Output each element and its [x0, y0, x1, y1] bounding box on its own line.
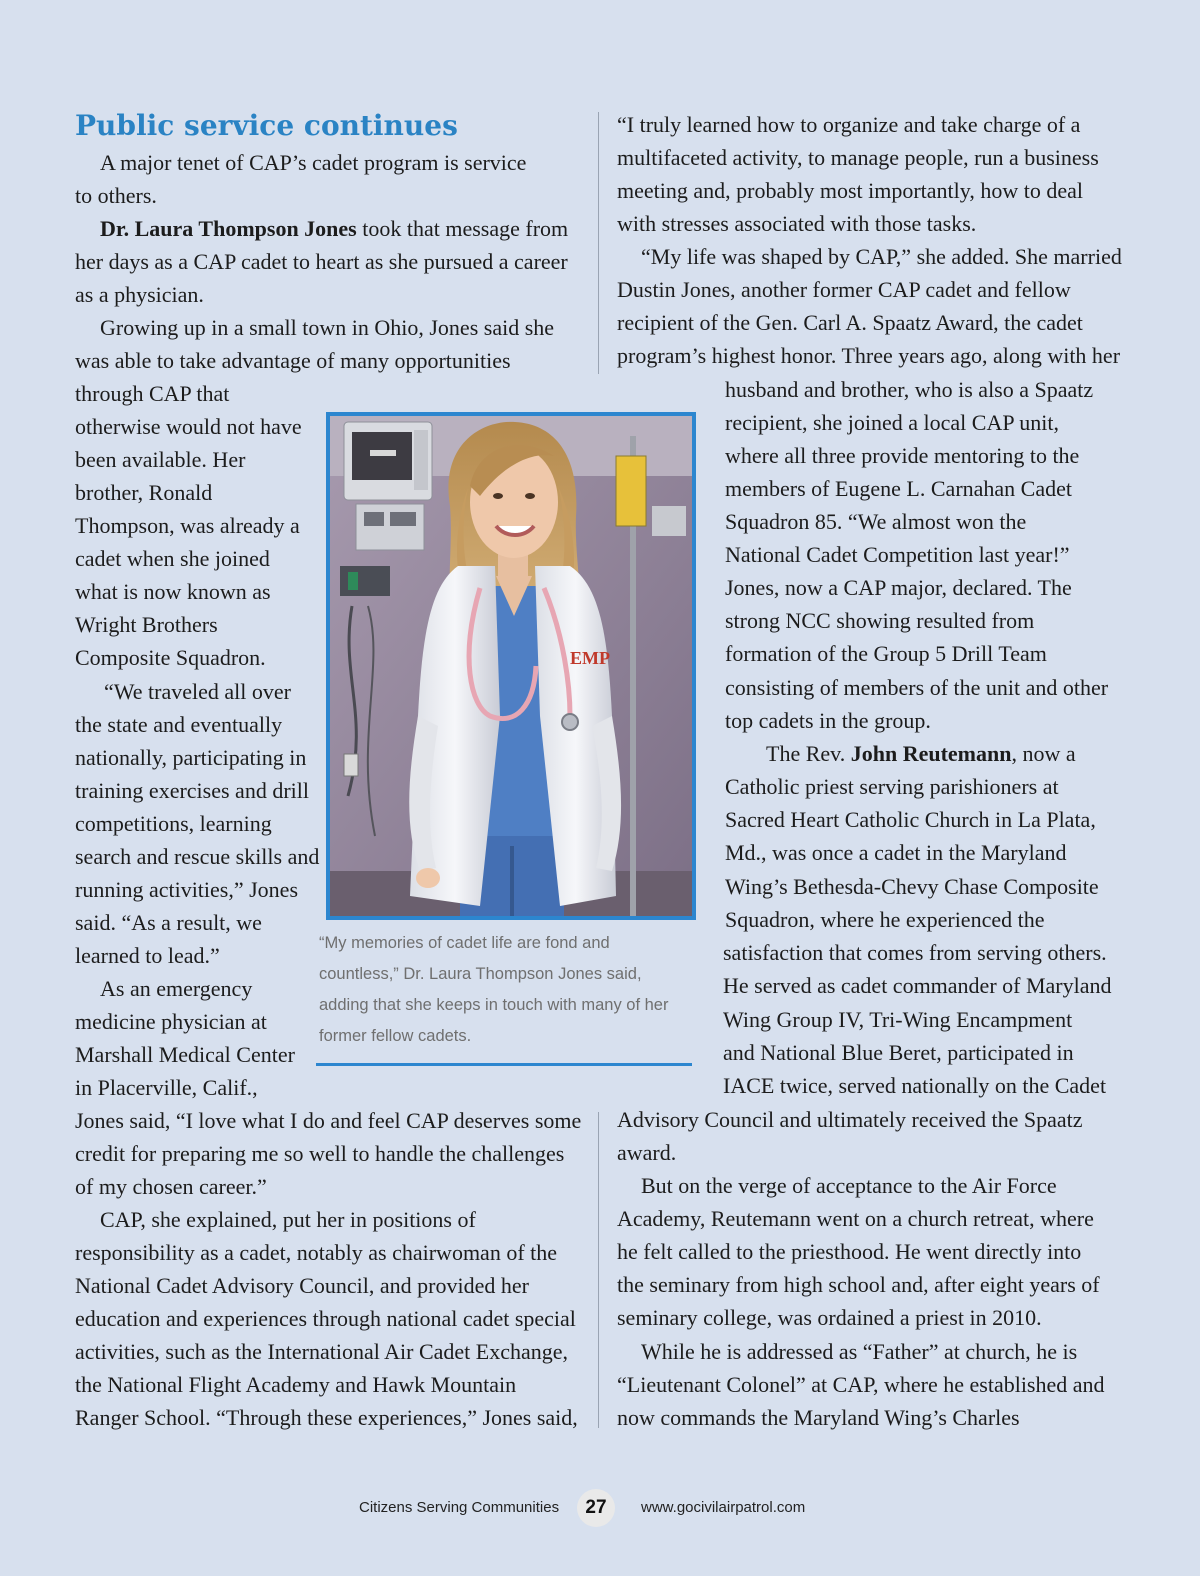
paragraph-line: otherwise would not have [75, 414, 302, 439]
paragraph-line: the seminary from high school and, after eight years of [617, 1272, 1100, 1297]
paragraph-line: award. [617, 1140, 677, 1165]
paragraph-line: responsibility as a cadet, notably as chairwoman of the [75, 1240, 558, 1265]
paragraph-line: National Cadet Competition last year!” [725, 542, 1070, 567]
paragraph-line: now commands the Maryland Wing’s Charles [617, 1405, 1020, 1430]
paragraph-line: training exercises and drill [75, 778, 309, 803]
paragraph-line: program’s highest honor. Three years ago, along with her [617, 343, 1121, 368]
paragraph-line: Growing up in a small town in Ohio, Jones said she [100, 315, 555, 340]
paragraph-line: through CAP that [75, 381, 230, 406]
paragraph-line: recipient, she joined a local CAP unit, [725, 410, 1059, 435]
paragraph-line: the state and eventually [75, 712, 283, 737]
paragraph-line: Wing Group IV, Tri-Wing Encampment [723, 1007, 1073, 1032]
paragraph-line: But on the verge of acceptance to the Air Force [641, 1173, 1057, 1198]
paragraph-line: to others. [75, 183, 157, 208]
paragraph-line: “Lieutenant Colonel” at CAP, where he established and [617, 1372, 1105, 1397]
paragraph-line: CAP, she explained, put her in positions of [100, 1207, 476, 1232]
caption-rule [316, 1063, 692, 1066]
photo-dr-laura-thompson-jones [326, 412, 696, 920]
paragraph-line: credit for preparing me so well to handle the challenges [75, 1141, 565, 1166]
paragraph-line: brother, Ronald [75, 480, 213, 505]
paragraph-line: of my chosen career.” [75, 1174, 267, 1199]
caption-line: adding that she keeps in touch with many of her [319, 996, 669, 1014]
paragraph-line: with stresses associated with those tasks. [617, 211, 977, 236]
paragraph-line: consisting of members of the unit and other [725, 675, 1109, 700]
column-divider-bottom [598, 1112, 599, 1428]
paragraph-line: said. “As a result, we [75, 910, 262, 935]
paragraph-line: top cadets in the group. [725, 708, 931, 733]
paragraph-line: in Placerville, Calif., [75, 1075, 258, 1100]
paragraph-line: competitions, learning [75, 811, 272, 836]
paragraph-line: formation of the Group 5 Drill Team [725, 641, 1047, 666]
paragraph-line: nationally, participating in [75, 745, 307, 770]
paragraph-line: been available. Her [75, 447, 246, 472]
paragraph-line: Composite Squadron. [75, 645, 266, 670]
paragraph-line: Thompson, was already a [75, 513, 300, 538]
paragraph-line: activities, such as the International Air Cadet Exchange, [75, 1339, 569, 1364]
paragraph-line: satisfaction that comes from serving others. [723, 940, 1107, 965]
paragraph-line: Squadron, where he experienced the [725, 907, 1045, 932]
paragraph-line: as a physician. [75, 282, 204, 307]
paragraph-line: “My life was shaped by CAP,” she added. She married [641, 244, 1122, 269]
paragraph-line: what is now known as [75, 579, 271, 604]
coat-badge: EMP [570, 648, 610, 668]
column-divider-top [598, 112, 599, 374]
paragraph-line: search and rescue skills and [75, 844, 320, 869]
power-outlet-icon [344, 754, 358, 776]
paragraph-line: learned to lead.” [75, 943, 220, 968]
paragraph-line: “I truly learned how to organize and take charge of a [617, 112, 1081, 137]
caption-line: former fellow cadets. [319, 1027, 472, 1045]
paragraph-line: Md., was once a cadet in the Maryland [725, 840, 1067, 865]
footer-tagline: Citizens Serving Communities [359, 1499, 560, 1516]
article-heading: Public service continues [75, 109, 458, 142]
paragraph-line: Dustin Jones, another former CAP cadet and fellow [617, 277, 1071, 302]
page-number: 27 [577, 1489, 615, 1527]
paragraph-line: Dr. Laura Thompson Jones took that message from [100, 216, 569, 241]
paragraph-line: recipient of the Gen. Carl A. Spaatz Award, the cadet [617, 310, 1083, 335]
paragraph-line: The Rev. John Reutemann, now a [766, 741, 1076, 766]
caption-line: “My memories of cadet life are fond and [319, 934, 610, 952]
name-john-reutemann: John Reutemann [850, 741, 1012, 766]
paragraph-line: members of Eugene L. Carnahan Cadet [725, 476, 1072, 501]
paragraph-line: Catholic priest serving parishioners at [725, 774, 1059, 799]
paragraph-line: the National Flight Academy and Hawk Mountain [75, 1372, 517, 1397]
paragraph-line: IACE twice, served nationally on the Cadet [723, 1073, 1107, 1098]
paragraph-line: Jones, now a CAP major, declared. The [725, 575, 1072, 600]
paragraph-line: strong NCC showing resulted from [725, 608, 1035, 633]
paragraph-line: Ranger School. “Through these experiences,” Jones said, [75, 1405, 578, 1430]
paragraph-line: multifaceted activity, to manage people, run a business [617, 145, 1099, 170]
paragraph-line: seminary college, was ordained a priest in 2010. [617, 1305, 1042, 1330]
paragraph-line: medicine physician at [75, 1009, 267, 1034]
paragraph-line: He served as cadet commander of Maryland [723, 973, 1112, 998]
paragraph-line: As an emergency [100, 976, 253, 1001]
paragraph-line: education and experiences through national cadet special [75, 1306, 576, 1331]
paragraph-line: was able to take advantage of many opportunities [75, 348, 511, 373]
paragraph-line: running activities,” Jones [75, 877, 299, 902]
footer-website: www.gocivilairpatrol.com [641, 1499, 806, 1516]
paragraph-line: meeting and, probably most importantly, how to deal [617, 178, 1083, 203]
paragraph-line: he felt called to the priesthood. He went directly into [617, 1239, 1082, 1264]
paragraph-line: husband and brother, who is also a Spaatz [725, 377, 1094, 402]
paragraph-line: National Cadet Advisory Council, and provided her [75, 1273, 529, 1298]
paragraph-line: Jones said, “I love what I do and feel CAP deserves some [75, 1108, 582, 1133]
paragraph-line: Wright Brothers [75, 612, 218, 637]
paragraph-line: Marshall Medical Center [75, 1042, 295, 1067]
paragraph-line: cadet when she joined [75, 546, 270, 571]
paragraph-line: While he is addressed as “Father” at church, he is [641, 1339, 1078, 1364]
paragraph-line: A major tenet of CAP’s cadet program is service [100, 150, 527, 175]
paragraph-line: Academy, Reutemann went on a church retreat, where [617, 1206, 1094, 1231]
paragraph-line: where all three provide mentoring to the [725, 443, 1080, 468]
paragraph-line: “We traveled all over [104, 679, 291, 704]
paragraph-line: and National Blue Beret, participated in [723, 1040, 1074, 1065]
portrait-photo [330, 416, 692, 916]
paragraph-line: Wing’s Bethesda-Chevy Chase Composite [725, 874, 1099, 899]
name-laura-thompson-jones: Dr. Laura Thompson Jones [100, 216, 357, 241]
paragraph-line: her days as a CAP cadet to heart as she pursued a career [75, 249, 568, 274]
paragraph-line: Squadron 85. “We almost won the [725, 509, 1027, 534]
caption-line: countless,” Dr. Laura Thompson Jones said, [319, 965, 642, 983]
paragraph-line: Sacred Heart Catholic Church in La Plata, [725, 807, 1096, 832]
paragraph-line: Advisory Council and ultimately received the Spaatz [617, 1107, 1083, 1132]
